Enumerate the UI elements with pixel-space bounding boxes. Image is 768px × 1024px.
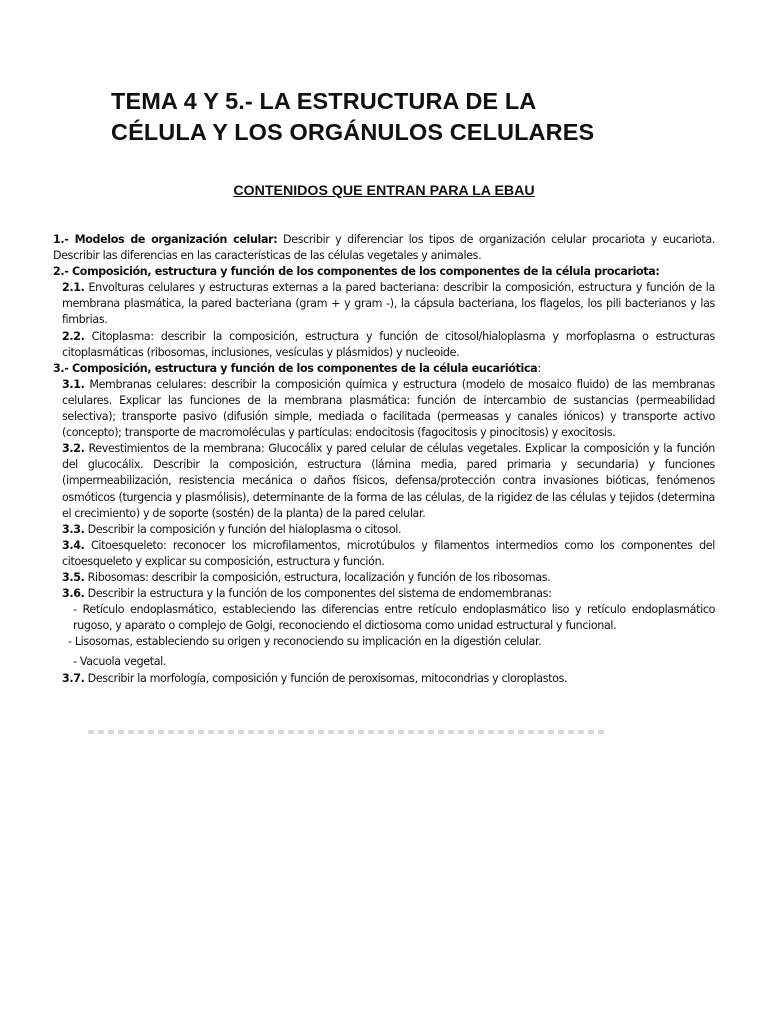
list-item-3-6: 3.6. Describir la estructura y la función de los componentes del sistema de endomembranas:: [62, 587, 552, 601]
list-item-3-2: 3.2. Revestimientos de la membrana: Glucocálix y pared celular de células vegetales. Explicar la composición y la función del glucocálix. Describir la composición, estructura (lámina media, pared primaria y secundaria) y funciones (impermeabilización, resistencia mecánica o daños físicos, defensa/protección contra invasiones bióticas, fenómenos osmóticos (turgencia y plasmólisis), determinante de la forma de las células, de la rigidez de las células y tejidos (determina el crecimiento) y de soporte (sostén) de la planta) de la pared celular.: [62, 442, 715, 520]
list-item-3-1: 3.1. Membranas celulares: describir la composición química y estructura (modelo de mosaico fluido) de las membranas celulares. Explicar las funciones de la membrana plasmática: función de intercambio de sustancias (permeabilidad selectiva); transporte pasivo (difusión simple, mediada o facilitada (permeasas y canales iónicos) y transporte activo (concepto); transporte de macromoléculas y partículas: endocitosis (fagocitosis y pinocitosis) y exocitosis.: [62, 377, 715, 440]
list-item-3-3: 3.3. Describir la composición y función del hialoplasma o citosol.: [62, 522, 402, 536]
page-title: [111, 86, 711, 148]
sub-item-reticulo: - Retículo endoplasmático, estableciendo las diferencias entre retículo endoplasmático liso y retículo endoplasmático rugoso, y aparato o complejo de Golgi, reconociendo el dictiosoma como unidad estructural y funcional.: [73, 603, 715, 633]
cropped-text-remnant: [88, 730, 608, 734]
list-item-1: 1.- Modelos de organización celular: Describir y diferenciar los tipos de organización celular procariota y eucariota. Describir las diferencias en las características de las células vegetales y animales.: [53, 233, 715, 263]
list-item-3: 3.- Composición, estructura y función de los componentes de la célula eucariótica:: [53, 361, 541, 375]
list-item-3-5: 3.5. Ribosomas: describir la composición, estructura, localización y función de los ribosomas.: [62, 570, 551, 584]
title-line-1: TEMA 4 Y 5.- LA ESTRUCTURA DE LA: [111, 88, 537, 114]
sub-item-vacuola: - Vacuola vegetal.: [73, 655, 167, 669]
contents-list: [53, 232, 715, 687]
sub-item-lisosomas: - Lisosomas, estableciendo su origen y reconociendo su implicación en la digestión celular.: [68, 635, 542, 649]
list-item-2-2: 2.2. Citoplasma: describir la composición, estructura y función de citosol/hialoplasma y morfoplasma o estructuras citoplasmáticas (ribosomas, inclusiones, vesículas y plásmidos) y nucleoide.: [62, 329, 715, 359]
section-subtitle: CONTENIDOS QUE ENTRAN PARA LA EBAU: [233, 183, 535, 199]
list-item-2-1: 2.1. Envolturas celulares y estructuras externas a la pared bacteriana: describir la composición, estructura y función de la membrana plasmática, la pared bacteriana (gram + y gram -), la cápsula bacteriana, los flagelos, los pili bacterianos y las fimbrias.: [62, 281, 715, 327]
title-line-2: CÉLULA Y LOS ORGÁNULOS CELULARES: [111, 119, 595, 145]
list-item-3-4: 3.4. Citoesqueleto: reconocer los microfilamentos, microtúbulos y filamentos intermedios como los componentes del citoesqueleto y explicar su composición, estructura y función.: [62, 538, 715, 568]
list-item-3-7: 3.7. Describir la morfología, composición y función de peroxisomas, mitocondrias y cloroplastos.: [62, 671, 568, 685]
list-item-2: 2.- Composición, estructura y función de los componentes de los componentes de la célula procariota:: [53, 265, 660, 279]
